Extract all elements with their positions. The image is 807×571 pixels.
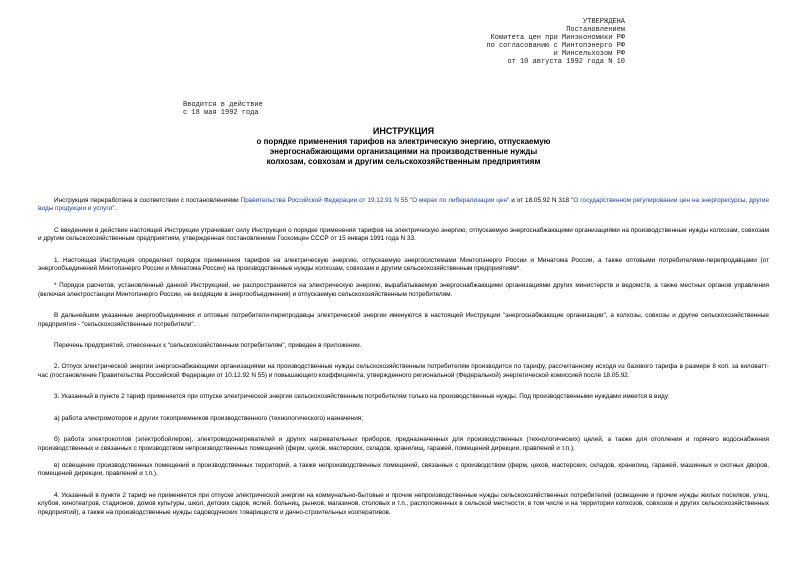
paragraph-basis <box>38 197 769 214</box>
document-title: ИНСТРУКЦИЯ <box>372 126 435 136</box>
resolution-318-link[interactable]: "О государственном регулировании цен на энергоресурсы, другие виды продукции и услуги" <box>38 197 770 213</box>
paragraph-1: 1. Настоящая Инструкция определяет порядок применения тарифов на электрическую энергию, отпускаемую энергосистемами Минтопэнерго России и Минатома России, а также оптовыми потребителями-перепродавцами (от энергообъединений Минтопэнерго России и Минатома России) на производственные нужды колхозам, совхозам и другим сельскохозяйственным предприятиям*. <box>38 256 769 273</box>
approval-line: по согласованию с Минтопэнерго РФ <box>486 42 625 50</box>
approval-line: Комитета цен при Минэкономики РФ <box>490 34 625 42</box>
paragraph-appendix-ref: Перечень предприятий, отнесенных к "сельскохозяйственным потребителям", приведен в приложении. <box>54 342 362 350</box>
paragraph-4: 4. Указанный в пункте 2 тариф не применяется при отпуске электрической энергии на коммунально-бытовые и прочие непроизводственные нужды сельскохозяйственных потребителей (освещение и прочие нужды жилых поселков, улиц, клубов, кинотеатров, стадионов, домов культуры, школ, детских садов, яслей, больниц, рынков, магазинов, столовых и т.п., расположенных в сельской местности, в том числе и на территории колхозов, совхозов и других сельскохозяйственных предприятий), а также на производственные нужды садоводческих товариществ и дачно-строительных кооперативов. <box>38 491 769 516</box>
effective-line: с 18 мая 1992 года <box>183 109 259 117</box>
approval-line: УТВЕРЖДЕНА <box>582 18 625 26</box>
effective-date-note <box>183 101 263 117</box>
paragraph-definitions: В дальнейшем указанные энергообъединения и оптовые потребители-перепродавцы электрической энергии именуются в настоящей Инструкции "энергоснабжающие организации", а колхозы, совхозы и другие сельскохозяйственные предприятия - "сельскохозяйственные потребители". <box>38 312 769 328</box>
resolution-55-link[interactable]: Правительства Российской Федерации от 19.12.91 N 55 "О мерах по либерализации цен" <box>240 197 510 204</box>
document-body <box>38 197 769 526</box>
approval-line: от 10 августа 1992 года N 10 <box>507 58 625 66</box>
paragraph-3b: б) работа электрокотлов (электробойлеров), электроводонагревателей и других нагревательных приборов, предназначенных для производственных (технологических) целей, а также для отопления и горячего водоснабжения производственных и связанных с производством непроизводственных помещений (ферм, цехов, мастерских, складов, хранилищ, гаражей, помещений дирекции, правлений и т.п.); <box>38 436 769 452</box>
paragraph-3c: в) освещение производственных помещений и производственных территорий, а также непроизводственных помещений, связанных с производством (ферм, цехов, мастерских, складов, хранилищ, гаражей, машинных и скотных дворов, помещений дирекции, правлений и т.п.). <box>38 461 769 478</box>
approval-line: Постановлением <box>566 26 625 34</box>
basis-text-end: . <box>114 205 117 213</box>
paragraph-2: 2. Отпуск электрической энергии энергоснабжающими организациями на производственные нужды сельскохозяйственным потребителям производится по тарифу, рассчитанному исходя из базового тарифа в размере 8 коп. за киловатт-час (постановление Правительства Российской Федерации от 10.12.92 N 55) и повышающего коэффициента, утвержденного региональной (Федеральной) энергетической комиссией после 18.05.92. <box>38 363 769 379</box>
approval-stamp <box>486 18 625 66</box>
paragraph-3: 3. Указанный в пункте 2 тариф применяется при отпуске электрической энергии сельскохозяйственным потребителям только на производственные нужды. Под производственными нуждами имеется в виду: <box>54 393 670 401</box>
paragraph-3a: а) работа электромоторов и других токоприемников производственного (технологического) назначения; <box>54 414 364 422</box>
effective-line: Вводится в действие <box>183 101 263 109</box>
basis-text-mid: и от 18.05.92 N 318 <box>509 197 572 204</box>
title-block <box>0 126 807 167</box>
paragraph-footnote: * Порядок расчетов, установленный данной Инструкцией, не распространяется на электрическую энергию, вырабатываемую энергоснабжающими организациями других министерств и ведомств, а также местных органов управления (включая электростанции Минтопэнерго России, не входящие в энергообъединения) и отпускаемую сельскохозяйственным потребителям. <box>38 282 769 298</box>
paragraph-supersedes: С введением в действие настоящей Инструкции утрачивает силу Инструкция о порядке применения тарифов на электрическую энергию, отпускаемую энергоснабжающими организациями на производственные нужды колхозам, совхозам и другим сельскохозяйственным предприятиям, утвержденная постановлением Госкомцен СССР от 15 января 1991 года N 33. <box>38 226 769 243</box>
document-subtitle: о порядке применения тарифов на электрическую энергию, отпускаемую энергоснабжающими организациями на производственные нужды колхозам, совхозам и другим сельскохозяйственным предприятиям <box>256 137 551 166</box>
basis-text: Инструкция переработана в соответствии с постановлениями <box>54 197 241 204</box>
approval-line: и Минсельхозом РФ <box>553 50 625 58</box>
